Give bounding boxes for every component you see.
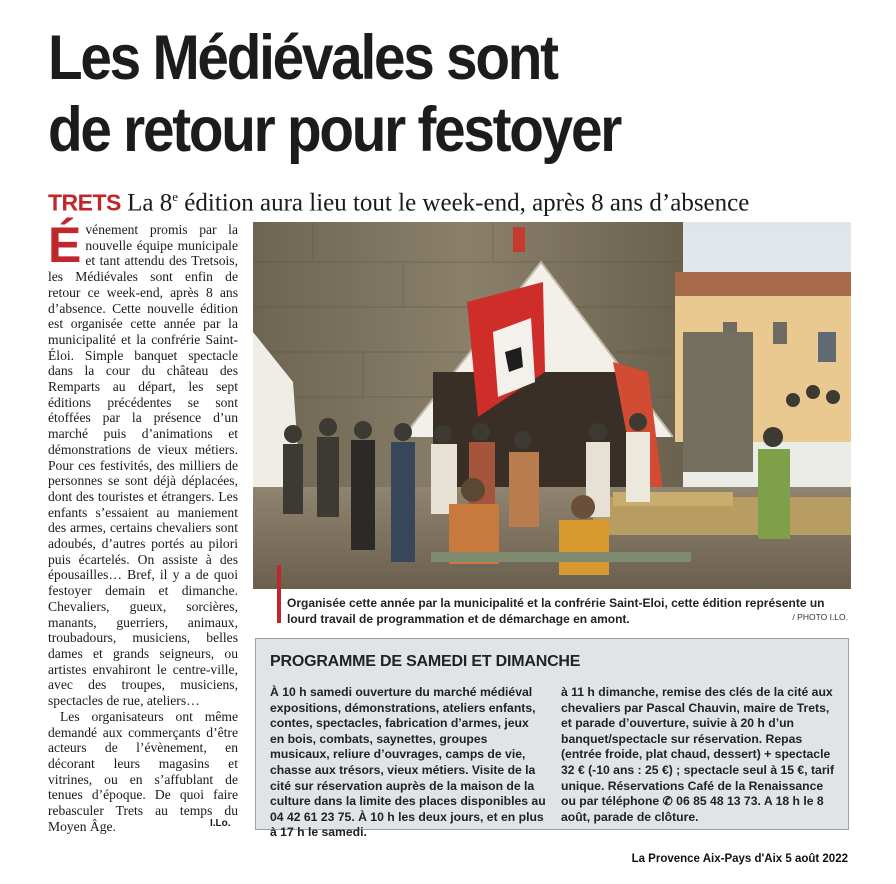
dropcap: É (48, 217, 82, 273)
paragraph-1 (48, 217, 238, 709)
time-right-3: A 18 h (763, 794, 800, 809)
programme-box (255, 638, 849, 840)
programme-right-text-2: d’un banquet/spectacle sur réservation. Repas (entrée froide, plat chaud, dessert) + spectacle 32 € (-10 ans : 25 €) ; spectacle seul à 15 €, tarif unique. Réservations Café de la Renaissance ou par téléphone ✆ 06 85 48 13 73. (561, 716, 835, 809)
programme-left-text-3: le samedi. (304, 825, 367, 840)
programme-left-text-2: les deux jours, et en plus (394, 809, 544, 824)
subheadline (48, 182, 749, 218)
subhead-sup: e (172, 189, 179, 204)
photo-caption: Organisée cette année par la municipalité et la confrérie Saint-Eloi, cette édition représente un lourd travail de programmation et de démarchage en amont. (287, 596, 825, 626)
kicker: TRETS (48, 189, 121, 216)
article-photo (253, 222, 851, 589)
paragraph-2: Les organisateurs ont même demandé aux commerçants d’être acteurs de l’évènement, en décorant leurs magasins et vitrines, ou en s’affublant de tenues d’époque. De quoi faire rebasculer Trets au temps du Moyen Âge. (48, 708, 238, 834)
article-body (48, 217, 238, 834)
paragraph-1-text: vénement promis par la nouvelle équipe municipale et tant attendu des Tretsois, les Médiévales sont enfin de retour ce week-end, après 8 ans d’absence. Cette nouvelle édition est organisée cette année par la municipalité et la confrérie Saint-Éloi. Simple banquet spectacle dans la cour du château des Remparts au départ, les sept éditions précédentes se sont étoffées par la présence d’un marché puis d’animations et démonstrations de vieux métiers. Pour ces festivités, des milliers de personnes se sont déjà déplacées, dont des touristes et étrangers. Les enfants s’essaient au maniement des armes, certains chevaliers sont adoubés, d’autres portés au pilori puis écartelés. On assiste à des épousailles… Bref, il y a de quoi festoyer demain et dimanche. Chevaliers, gueux, sorcières, manants, guerriers, animaux, troubadours, musiciens, belles dames et grands seigneurs, ou artistes envahiront le centre-ville, avec des troupes, musiciens, spectacles de rue, ateliers… (48, 222, 238, 709)
programme-left-text-1: samedi ouverture du marché médiéval expositions, démonstrations, ateliers enfants, contes, spectacles, fabrication d’armes, jeux en bois, combats, saynettes, groupes musicaux, reliure d’ouvrages, camps de vie, chasse aux trésors, vieux métiers. Visite de la cité sur réservation auprès de la maison de la culture dans la limite des places disponibles au 04 42 61 23 75. (270, 685, 546, 824)
programme-left-column (270, 685, 546, 841)
subhead-post: édition aura lieu tout le week-end, après 8 ans d’absence (178, 189, 750, 217)
subhead-pre: La 8 (127, 189, 173, 217)
programme-right-column (561, 685, 839, 825)
time-left-2: À 10 h (358, 809, 395, 824)
programme-title: PROGRAMME DE SAMEDI ET DIMANCHE (270, 653, 581, 670)
photo-credit: / PHOTO I.LO. (792, 612, 848, 622)
time-left-1: À 10 h (270, 685, 307, 699)
source-footer: La Provence Aix-Pays d'Aix 5 août 2022 (631, 853, 848, 865)
time-right-2: à 20 h (730, 716, 765, 731)
byline: I.Lo. (210, 818, 231, 829)
headline (48, 22, 786, 166)
programme-right-text-3: le 8 août, parade de clôture. (561, 794, 824, 824)
time-left-3: à 17 h (270, 825, 305, 840)
programme-right-text-1: dimanche, remise des clés de la cité aux chevaliers par Pascal Chauvin, maire de Trets, et parade d’ouverture, suivie (561, 685, 833, 731)
time-right-1: à 11 h (561, 685, 595, 699)
headline-line-1: Les Médiévales sont (48, 23, 557, 93)
caption-accent-bar (277, 565, 281, 623)
headline-line-2: de retour pour festoyer (48, 95, 621, 165)
